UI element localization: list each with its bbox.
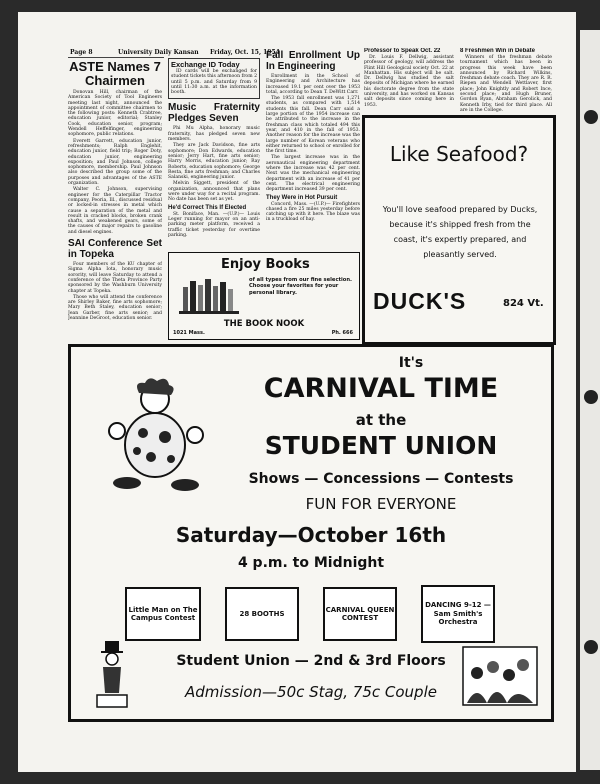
carnival-its: It's <box>398 355 424 371</box>
prof-headline: Professor to Speak Oct. 22 <box>364 48 441 54</box>
carnival-time: CARNIVAL TIME <box>263 373 499 404</box>
sai-p2: Those who will attend the conference are Shirley Baker, fine arts sophomore; Mary Beth Staley, education senior; Jean Garber, fine arts senior; and Jeannine DeGroot, education senior. <box>68 294 162 321</box>
carnival-date: Saturday—October 16th <box>175 523 447 547</box>
correct-body: St. Boniface, Man. —(U.P.)— Louis Leger running for mayor on an anti-parking meter platform, received a traffic ticket yesterday for overtime parking. <box>168 211 260 238</box>
books-phone: Ph. 666 <box>331 330 353 336</box>
exchange-headline: Exchange ID Today <box>171 60 240 69</box>
books-illustration <box>177 277 243 317</box>
carnival-fun: FUN FOR EVERYONE <box>305 495 457 513</box>
fall-p3: The largest increase was in the aeronautical engineering department where the increase was 42 per cent. Next was the mechanical engineering department with an increase of 41 per cent. The electrical engineering department increased 39 per cent. <box>266 155 360 193</box>
book-spine <box>190 281 196 311</box>
aste-headline: ASTE Names 7 Chairmen <box>69 60 161 88</box>
books-body: of all types from our fine selection. Choose your favorites for your personal library. <box>249 277 353 296</box>
music-p3: Melvin Siggett, president of the organization, announced that plans were under way for a recital program. No date has been set as yet. <box>168 181 260 203</box>
music-p2: They are Jack Davidson, fine arts sophomore; Don Edwards, education senior; Jerry Hart, fine arts senior; Harry Morris, education junior; Ray Roberts, education sophomore; George Resta, fine arts freshman; and Charles Salanski, engineering junior. <box>168 143 260 181</box>
column-4 <box>364 48 454 114</box>
book-spine <box>198 285 203 311</box>
freshmen-headline: 8 Freshmen Win in Debate <box>460 48 535 54</box>
column-2 <box>168 58 260 248</box>
shelf <box>179 311 239 314</box>
page-number: Page 8 <box>70 49 93 56</box>
correct-headline: He'd Correct This If Elected <box>168 204 247 211</box>
aste-p2: Everett Garrett, education junior, refreshments; Ralph Englehit, education junior, field trip; Roger Doty, education junior, engineering exposition; and Paul Johnson, college sophomore, membership. Paul Johnson also described the group some of the purposes and advantages of the ASTE organization. <box>68 138 162 187</box>
aste-p3: Walter C. Johnson, supervising engineer for the Caterpillar Tractor company, Peoria, Ill., discussed residual or locked-in stresses in metal which cause a separation of the metal and result in cracked blocks, broken crank shafts, and weakened gears, some of the causes of major repairs to gasoline and diesel engines. <box>68 187 162 235</box>
carnival-shows: Shows — Concessions — Contests <box>248 471 514 487</box>
books-address: 1021 Mass. <box>173 330 205 336</box>
clown-shoe <box>113 477 141 489</box>
polka-dot <box>133 447 141 455</box>
fall-p1: Enrollment in the School of Engineering and Architecture has increased 19.1 per cent over the 1953 total, according to Dean T. DeWitt Carr. <box>266 74 360 95</box>
books-store: THE BOOK NOOK <box>223 319 305 329</box>
book-spine <box>220 282 226 311</box>
music-headline: Music Fraternity Pledges Seven <box>168 102 260 125</box>
header-rule <box>68 57 164 58</box>
book-spine <box>183 287 188 311</box>
crowd-head <box>503 669 515 681</box>
carnival-student-union: STUDENT UNION <box>264 431 498 460</box>
sai-headline: SAI Conference Set in Topeka <box>68 238 162 261</box>
dancing-box: DANCING 9-12 — Sam Smith's Orchestra <box>421 585 495 643</box>
fall-p2: The 1953 fall enrollment was 1,271 students, as compared with 1,514 students this fall. Dean Carr said a large portion of the 1954 increase can be attributed to the increase in the freshman class which totaled 494 this year, and 410 in the fall of 1953. Another reason for the increase was the large number of Korean veterans who either returned to school or enrolled for the first time. <box>266 96 360 155</box>
carnival-at-the: at the <box>355 411 407 429</box>
hot-body: Concord, Mass. —(U.P.)— Firefighters chased a fire 25 miles yesterday before catching up with it here. The blaze was in a truckload of hay. <box>266 201 360 223</box>
ducks-ad <box>362 115 556 345</box>
seafood-title: Like Seafood? <box>389 142 529 166</box>
seafood-body: You'll love seafood prepared by Ducks, because it's shipped fresh from the coast, it's expertly prepared, and pleasantly served. <box>382 205 538 259</box>
sai-p1: Four members of the KU chapter of Sigma Alpha Iota, honorary music sorority, will leave Saturday to attend a conference of the Theta Province Party sponsored by the Washburn University chapter at Topeka. <box>68 262 162 294</box>
top-hat <box>105 641 119 651</box>
column-5 <box>460 48 552 114</box>
carnival-ad <box>68 344 554 722</box>
carnival-hours: 4 p.m. to Midnight <box>237 555 385 571</box>
exchange-body: ID cards will be exchanged for student tickets this afternoon from 2 until 5 p.m. and Saturday from 9 until 11:30 a.m. at the information booth. <box>171 69 257 96</box>
column-1 <box>68 60 162 342</box>
issue-date: Friday, Oct. 15, 1954 <box>210 49 280 56</box>
paper-name: University Daily Kansan <box>118 49 199 56</box>
exchange-box <box>168 58 260 99</box>
book-nook-ad <box>168 252 360 340</box>
ducks-name: DUCK'S <box>373 288 467 314</box>
queen-contest-box: CARNIVAL QUEEN CONTEST <box>323 587 397 641</box>
carnival-location: Student Union — 2nd & 3rd Floors <box>176 653 446 669</box>
binder-hole <box>584 110 598 124</box>
fall-headline: Fall Enrollment Up In Engineering <box>266 50 360 72</box>
booths-box: 28 BOOTHS <box>225 587 299 641</box>
column-3 <box>266 50 360 250</box>
ducks-address: 824 Vt. <box>503 298 544 309</box>
aste-p1: Donovan Hill, chairman of the American Society of Tool Engineers meeting last night, announced the appointment of committee chairmen to the following posts: Kenneth Crabtree, education junior, editorial; Stanley Cook, education senior, program; Wendell Heffelfinger, engineering sophomore, public relations. <box>68 90 162 138</box>
little-man-contest-box: Little Man on The Campus Contest <box>125 587 201 641</box>
book-spine <box>213 286 218 311</box>
carnival-admission: Admission—50c Stag, 75c Couple <box>185 683 437 701</box>
book-spine <box>228 289 233 311</box>
book-spine <box>205 279 211 311</box>
prof-body: Dr. Louis F. Dellwig, assistant professor of geology, will address the Flint Hill Geological society Oct. 22 at Manhattan. His subject will be salt. Dr. Dellwig has studied the salt deposits of Michigan where he earned his doctorate degree from the state university, and has worked on Kansas salt deposits since coming here in 1953. <box>364 55 454 108</box>
hot-headline: They Were in Hot Pursuit <box>266 194 338 201</box>
books-title: Enjoy Books <box>221 257 310 272</box>
clown-glove <box>109 423 125 439</box>
freshmen-body: Winners of the freshman debate tournament which has been in progress this week have been announced by Richard Wilkins, freshman debate coach. They are R. R. Riepen and Wendell Wettlaver, first place; John Knightly and Robert Ince, second place; and Hugh Bruner, Gordon Ryan, Abraham Gerolick, and Kenneth Irby, tied for third place. All are in the College. <box>460 55 552 113</box>
music-p1: Phi Mu Alpha, honorary music fraternity, has pledged seven new members. <box>168 126 260 143</box>
binder-hole <box>584 640 598 654</box>
